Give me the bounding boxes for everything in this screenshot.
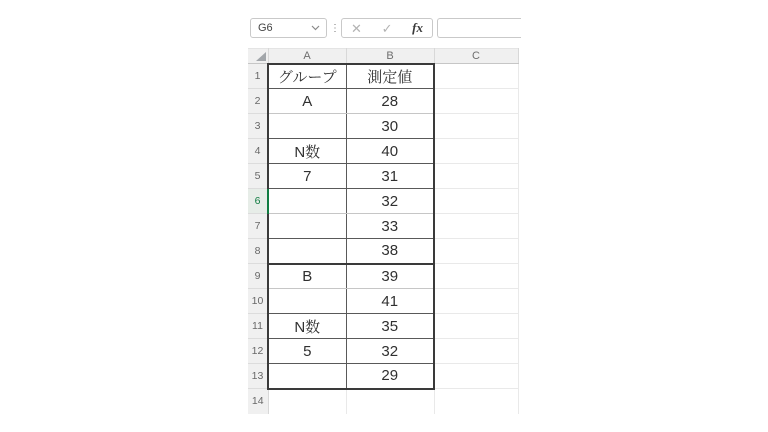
cell-A6[interactable]	[268, 189, 346, 214]
cell-C11[interactable]	[434, 314, 518, 339]
cell-C5[interactable]	[434, 164, 518, 189]
row-header-7[interactable]: 7	[248, 214, 268, 239]
cell-C14[interactable]	[434, 389, 518, 414]
row-header-10[interactable]: 10	[248, 289, 268, 314]
cell-A14[interactable]	[268, 389, 346, 414]
column-header-A[interactable]: A	[268, 49, 346, 64]
row-header-5[interactable]: 5	[248, 164, 268, 189]
cell-C3[interactable]	[434, 114, 518, 139]
cell-B9[interactable]: 39	[346, 264, 434, 289]
cell-B3[interactable]: 30	[346, 114, 434, 139]
cell-B7[interactable]: 33	[346, 214, 434, 239]
row-header-12[interactable]: 12	[248, 339, 268, 364]
cell-C1[interactable]	[434, 64, 518, 89]
cell-A12[interactable]: 5	[268, 339, 346, 364]
row-header-8[interactable]: 8	[248, 239, 268, 264]
row-header-13[interactable]: 13	[248, 364, 268, 389]
cell-B5[interactable]: 31	[346, 164, 434, 189]
cell-B12[interactable]: 32	[346, 339, 434, 364]
cell-C6[interactable]	[434, 189, 518, 214]
cell-B14[interactable]	[346, 389, 434, 414]
row-header-2[interactable]: 2	[248, 89, 268, 114]
cell-A5[interactable]: 7	[268, 164, 346, 189]
cell-A9[interactable]: B	[268, 264, 346, 289]
cell-B13[interactable]: 29	[346, 364, 434, 389]
select-all-triangle-icon	[256, 52, 266, 61]
cell-B1[interactable]: 測定値	[346, 64, 434, 89]
confirm-icon[interactable]: ✓	[381, 20, 393, 36]
name-box-value: G6	[258, 22, 273, 34]
cell-C10[interactable]	[434, 289, 518, 314]
name-box[interactable]	[250, 18, 327, 38]
cell-A4[interactable]: N数	[268, 139, 346, 164]
formula-bar-splitter[interactable]: ⋮	[330, 22, 340, 34]
chevron-down-icon	[311, 25, 320, 31]
row-header-11[interactable]: 11	[248, 314, 268, 339]
formula-bar-buttons	[341, 18, 433, 38]
cell-C8[interactable]	[434, 239, 518, 264]
column-header-B[interactable]: B	[346, 49, 434, 64]
cell-B8[interactable]: 38	[346, 239, 434, 264]
select-all-corner[interactable]	[248, 49, 268, 64]
cell-C7[interactable]	[434, 214, 518, 239]
cell-A11[interactable]: N数	[268, 314, 346, 339]
cell-A3[interactable]	[268, 114, 346, 139]
row-header-3[interactable]: 3	[248, 114, 268, 139]
cell-C2[interactable]	[434, 89, 518, 114]
insert-function-icon[interactable]: fx	[412, 20, 423, 35]
cell-A10[interactable]	[268, 289, 346, 314]
cell-B2[interactable]: 28	[346, 89, 434, 114]
cell-A1[interactable]: グループ	[268, 64, 346, 89]
cell-B6[interactable]: 32	[346, 189, 434, 214]
cell-B10[interactable]: 41	[346, 289, 434, 314]
row-header-1[interactable]: 1	[248, 64, 268, 89]
cancel-icon[interactable]: ✕	[351, 20, 362, 36]
cell-A8[interactable]	[268, 239, 346, 264]
cell-C9[interactable]	[434, 264, 518, 289]
row-header-6[interactable]: 6	[248, 189, 268, 214]
cell-A13[interactable]	[268, 364, 346, 389]
spreadsheet-grid	[248, 48, 519, 414]
row-header-4[interactable]: 4	[248, 139, 268, 164]
cell-A2[interactable]: A	[268, 89, 346, 114]
cell-C12[interactable]	[434, 339, 518, 364]
cell-C4[interactable]	[434, 139, 518, 164]
cell-A7[interactable]	[268, 214, 346, 239]
column-header-C[interactable]: C	[434, 49, 518, 64]
cell-B11[interactable]: 35	[346, 314, 434, 339]
row-header-9[interactable]: 9	[248, 264, 268, 289]
cell-C13[interactable]	[434, 364, 518, 389]
formula-input[interactable]	[437, 18, 521, 38]
cell-B4[interactable]: 40	[346, 139, 434, 164]
row-header-14[interactable]: 14	[248, 389, 268, 414]
